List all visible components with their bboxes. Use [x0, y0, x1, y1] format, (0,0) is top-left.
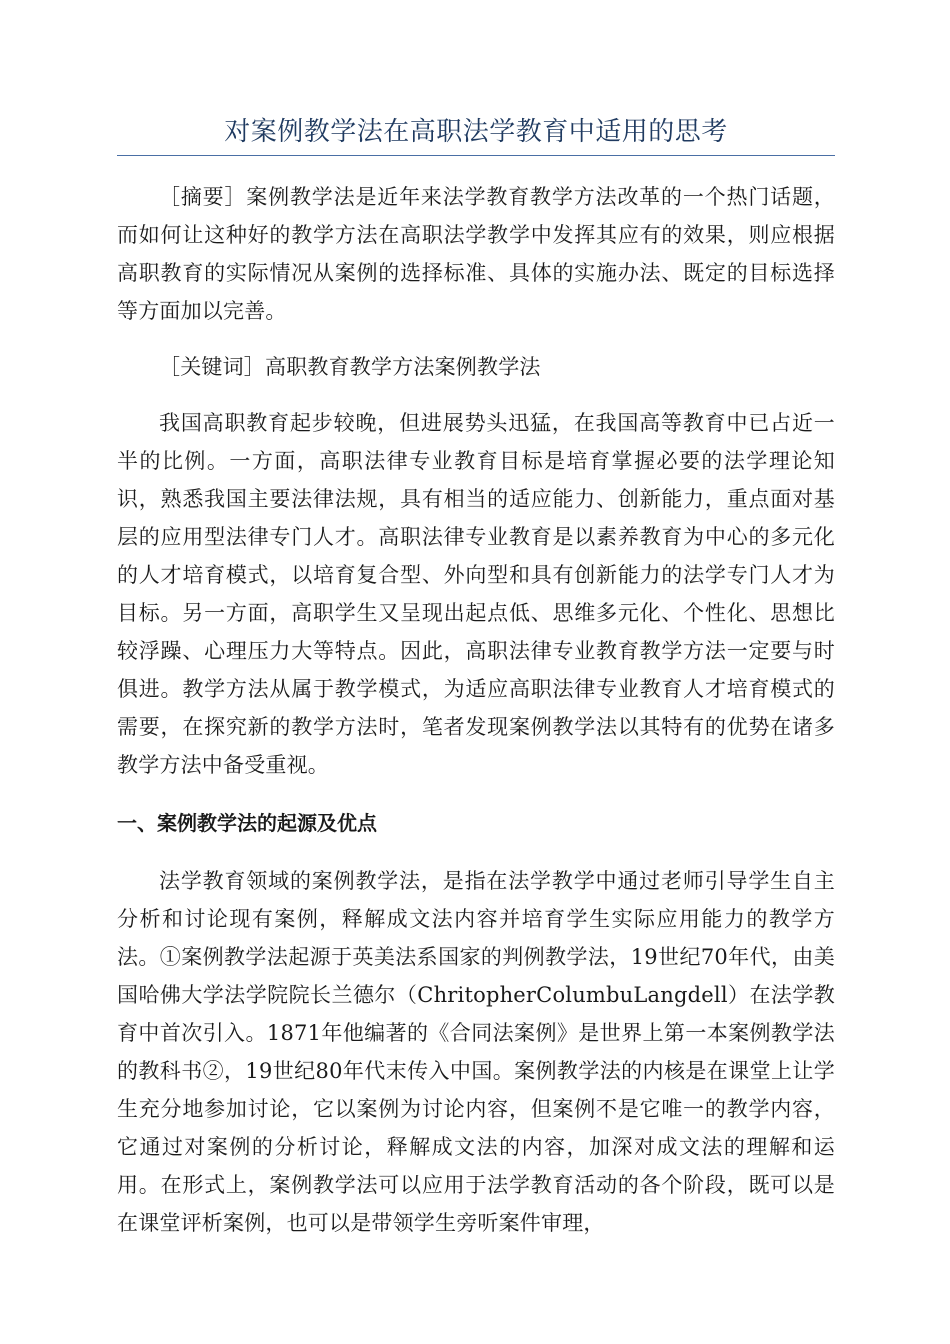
spacer	[117, 784, 835, 804]
spacer	[117, 842, 835, 862]
spacer	[117, 330, 835, 348]
title-underline	[117, 155, 835, 156]
document-title: 对案例教学法在高职法学教育中适用的思考	[224, 117, 728, 147]
spacer	[117, 386, 835, 404]
intro-paragraph: 我国高职教育起步较晚，但进展势头迅猛，在我国高等教育中已占近一半的比例。一方面，高职法律专业教育目标是培育掌握必要的法学理论知识，熟悉我国主要法律法规，具有相当的适应能力、创新能力，重点面对基层的应用型法律专门人才。高职法律专业教育是以素养教育为中心的多元化的人才培育模式，以培育复合型、外向型和具有创新能力的法学专门人才为目标。另一方面，高职学生又呈现出起点低、思维多元化、个性化、思想比较浮躁、心理压力大等特点。因此，高职法律专业教育教学方法一定要与时俱进。教学方法从属于教学模式，为适应高职法律专业教育人才培育模式的需要，在探究新的教学方法时，笔者发现案例教学法以其特有的优势在诸多教学方法中备受重视。	[117, 411, 835, 777]
keywords-paragraph: ［关键词］高职教育教学方法案例教学法	[159, 355, 541, 379]
document-body	[117, 178, 835, 1242]
abstract-paragraph: ［摘要］案例教学法是近年来法学教育教学方法改革的一个热门话题，而如何让这种好的教学方法在高职法学教学中发挥其应有的效果，则应根据高职教育的实际情况从案例的选择标准、具体的实施办法、既定的目标选择等方面加以完善。	[117, 185, 835, 323]
section-heading: 一、案例教学法的起源及优点	[117, 811, 377, 835]
section1-paragraph: 法学教育领域的案例教学法，是指在法学教学中通过老师引导学生自主分析和讨论现有案例，释解成文法内容并培育学生实际应用能力的教学方法。①案例教学法起源于英美法系国家的判例教学法，19世纪70年代，由美国哈佛大学法学院院长兰德尔（ChritopherColumbuLangdell）在法学教育中首次引入。1871年他编著的《合同法案例》是世界上第一本案例教学法的教科书②，19世纪80年代末传入中国。案例教学法的内核是在课堂上让学生充分地参加讨论，它以案例为讨论内容，但案例不是它唯一的教学内容，它通过对案例的分析讨论，释解成文法的内容，加深对成文法的理解和运用。在形式上，案例教学法可以应用于法学教育活动的各个阶段，既可以是在课堂评析案例，也可以是带领学生旁听案件审理，	[117, 869, 835, 1235]
